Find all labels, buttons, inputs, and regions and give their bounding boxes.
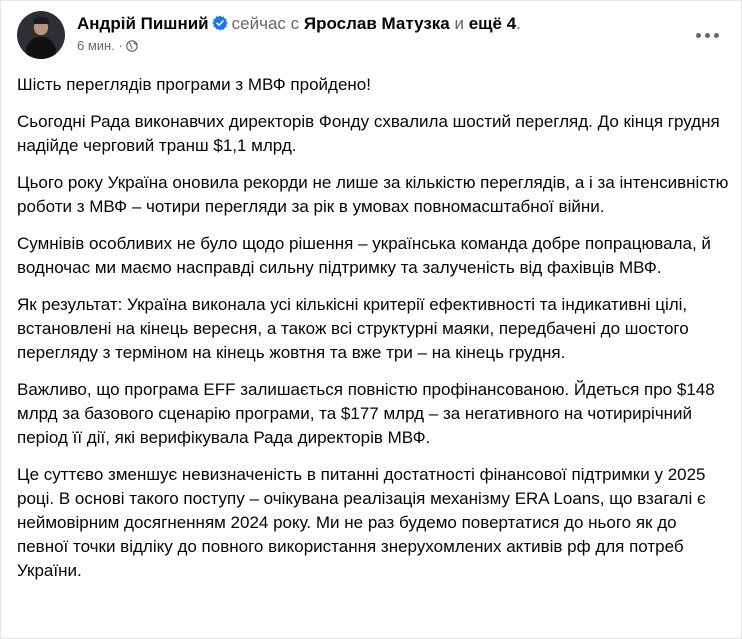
separator-dot: · <box>118 38 123 53</box>
post-paragraph: Як результат: Україна виконала усі кількісні критерії ефективності та індикативні цілі, встановлені на кінець вересня, а також всі структурні маяки, передбачені до шостого перегляду з терміном на кінець жовтня та вже три – на кінець грудня. <box>17 295 689 362</box>
verified-badge-icon <box>212 15 228 31</box>
post-paragraph: Це суттєво зменшує невизначеність в питанні достатності фінансової підтримки у 2025 році. В основі такого поступу – очікувана реалізація механізму ERA Loans, що взагалі є неймовірним досягненням 2024 року. Ми не раз будемо повертатися до нього як до певної точки відліку до повного використання знерухомлених активів рф для потреб України. <box>17 465 706 580</box>
others-link[interactable]: ещё 4 <box>468 14 517 33</box>
post-paragraph: Важливо, що програма EFF залишається повністю профінансованою. Йдеться про $148 млрд за базового сценарію програми, та $177 млрд – за негативного на чотирирічний період її дії, які верифікувала Рада директорів МВФ. <box>17 380 715 447</box>
tagged-person[interactable]: Ярослав Матузка <box>303 14 450 33</box>
more-options-icon[interactable] <box>689 17 725 53</box>
activity-text: сейчас с <box>231 14 300 33</box>
post-body <box>17 73 729 596</box>
post-time-line <box>77 37 521 55</box>
post-time[interactable]: 6 мин. <box>77 38 115 53</box>
and-text: и <box>454 14 464 33</box>
author-name[interactable]: Андрій Пишний <box>77 14 209 33</box>
globe-icon[interactable] <box>126 40 138 52</box>
author-avatar[interactable] <box>17 11 65 59</box>
post-paragraph: Сумнівів особливих не було щодо рішення – українська команда добре попрацювала, й водночас ми маємо насправді сильну підтримку та залученість від фахівців МВФ. <box>17 234 711 277</box>
post-paragraph: Цього року Україна оновила рекорди не лише за кількістю переглядів, а і за інтенсивністю роботи з МВФ – чотири перегляди за рік в умовах повномасштабної війни. <box>17 173 729 216</box>
post-paragraph: Шість переглядів програми з МВФ пройдено! <box>17 75 371 94</box>
post-meta <box>77 13 521 55</box>
author-line <box>77 13 521 35</box>
post-paragraph: Сьогодні Рада виконавчих директорів Фонду схвалила шостий перегляд. До кінця грудня надійде черговий транш $1,1 млрд. <box>17 112 720 155</box>
period-text: . <box>516 14 521 33</box>
post-header <box>17 11 725 63</box>
